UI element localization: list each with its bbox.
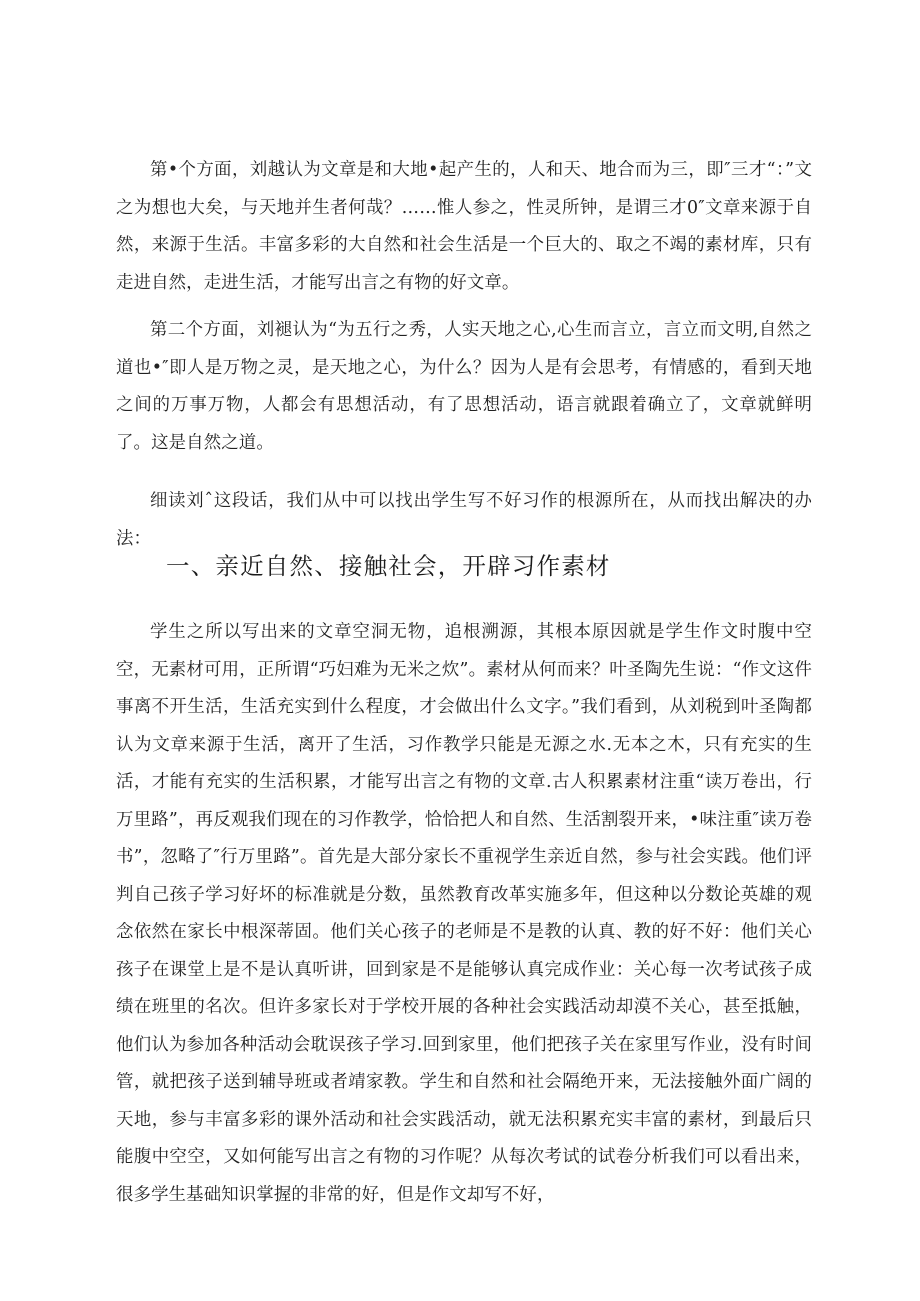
paragraph-intro-solutions: 细读刘ˆ这段话，我们从中可以找出学生写不好习作的根源所在，从而找出解决的办法： [116,491,812,549]
paragraph-second-aspect: 第二个方面，刘褪认为“为五行之秀，人实天地之心,心生而言立，言立而文明,自然之道也•″即人是万物之灵，是天地之心，为什么？因为人是有会思考，有情感的，看到天地之间的万事万物，人都会有思想活动，有了思想活动，语言就跟着确立了，文章就鲜明了。这是自然之道。 [116,320,812,453]
paragraph-body-section-one: 学生之所以写出来的文章空洞无物，追根溯源，其根本原因就是学生作文时腹中空空，无素材可用，正所谓“巧妇难为无米之炊”。素材从何而来？叶圣陶先生说：“作文这件事离不开生活，生活充实到什么程度，才会做出什么文字。”我们看到，从刘税到叶圣陶都认为文章来源于生活，离开了生活，习作教学只能是无源之水.无本之木，只有充实的生活，才能有充实的生活积累，才能写出言之有物的文章.古人积累素材注重“读万卷出，行万里路”，再反观我们现在的习作教学，恰恰把人和自然、生活割裂开来，•味注重″读万卷书”，忽略了″行万里路”。首先是大部分家长不重视学生亲近自然，参与社会实践。他们评判自己孩子学习好坏的标准就是分数，虽然教育改革实施多年，但这种以分数论英雄的观念依然在家长中根深蒂固。他们关心孩子的老师是不是教的认真、教的好不好：他们关心孩子在课堂上是不是认真听讲，回到家是不是能够认真完成作业：关心每一次考试孩子成绩在班里的名次。但许多家长对于学校开展的各种社会实践活动却漠不关心，甚至抵触，他们认为参加各种活动会耽误孩子学习.回到家里，他们把孩子关在家里写作业，没有时间管，就把孩子送到辅导班或者靖家教。学生和自然和社会隔绝开来，无法接触外面广阔的天地，参与丰富多彩的课外活动和社会实践活动，就无法积累充实丰富的素材，到最后只能腹中空空，又如何能写出言之有物的习作呢？从每次考试的试卷分析我们可以看出来，很多学生基础知识掌握的非常的好，但是作文却写不好， [116,622,812,1205]
section-heading: 一、亲近自然、接触社会，开辟习作素材 [166,552,611,580]
paragraph-first-aspect: 第•个方面，刘越认为文章是和大地•起产生的，人和天、地合而为三，即″三才“：”文之为想也大矣，与天地并生者何哉？……惟人参之，性灵所钟，是谓三才0″文章来源于自然，来源于生活。丰富多彩的大自然和社会生活是一个巨大的、取之不竭的素材库，只有走进自然，走进生活，才能写出言之有物的好文章。 [116,160,812,293]
